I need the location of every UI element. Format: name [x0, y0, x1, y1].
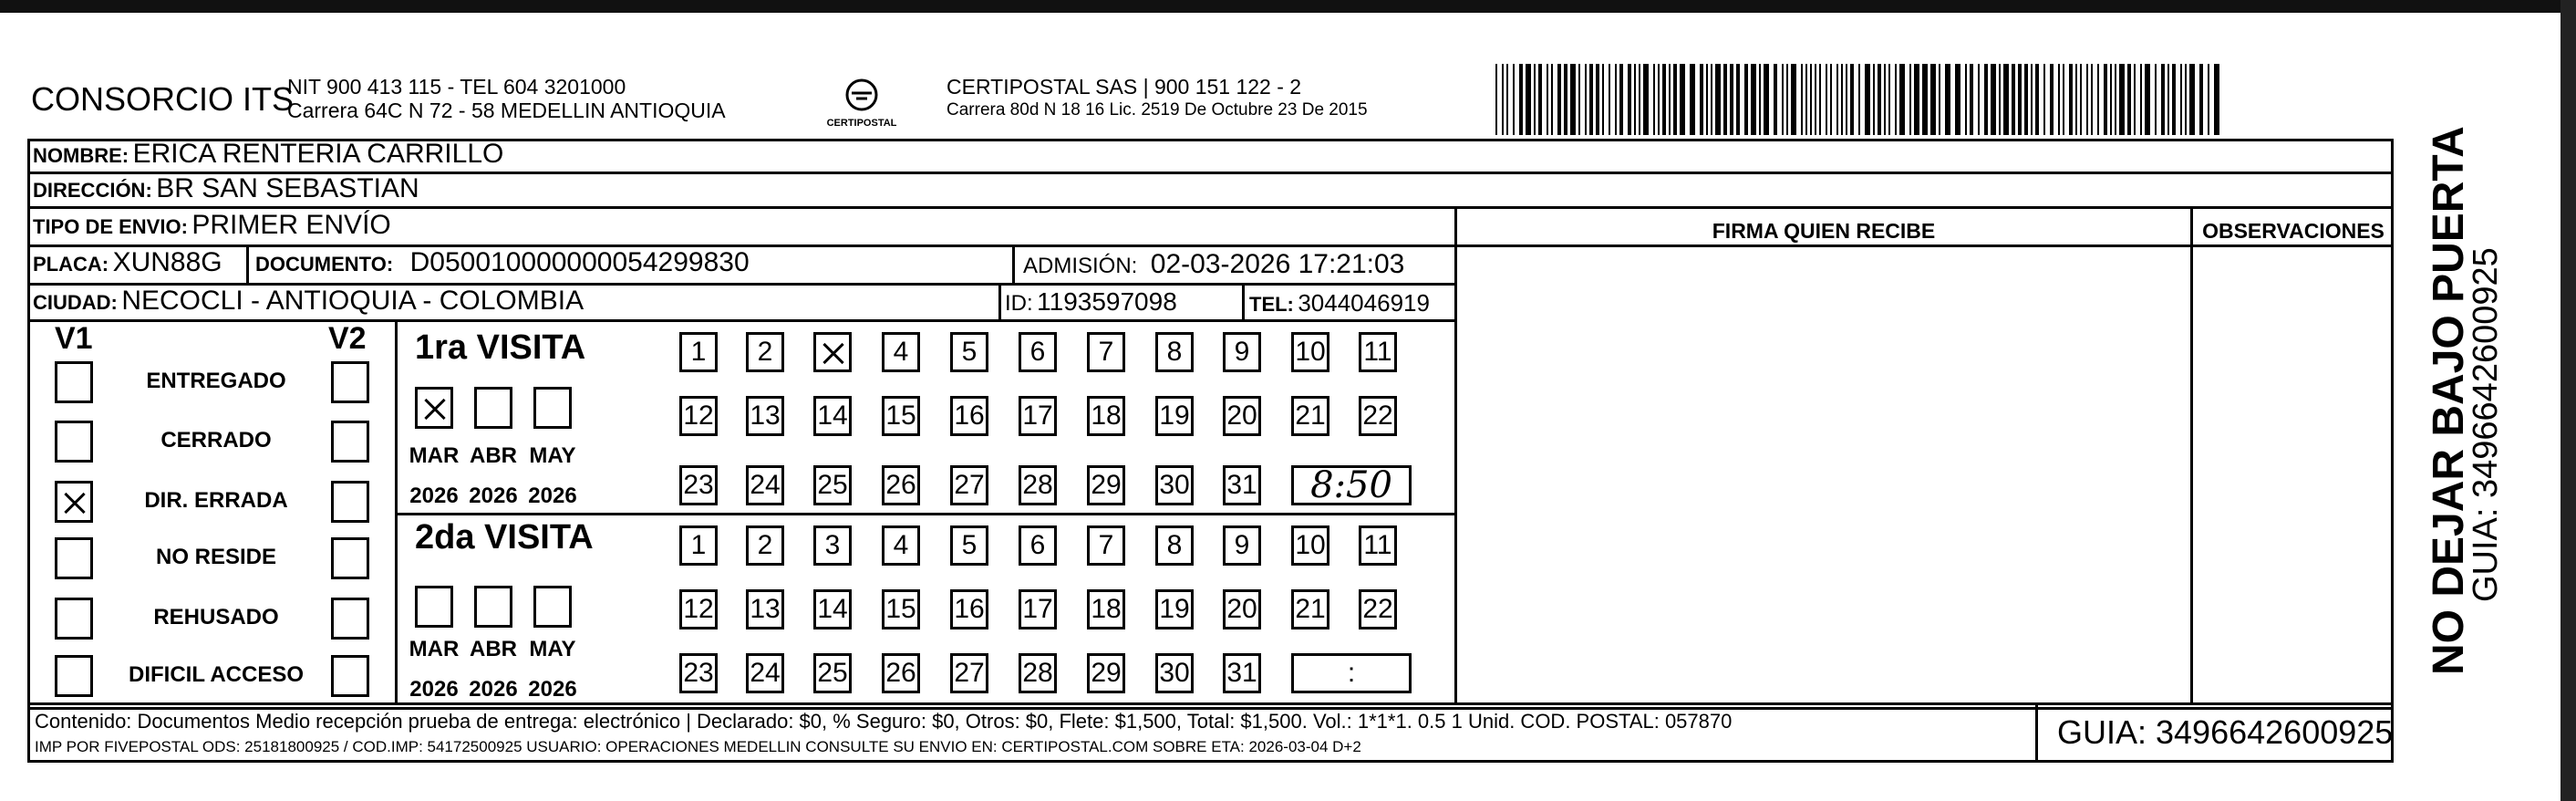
day-box[interactable]: 10 [1291, 332, 1329, 372]
barcode-bar [1673, 64, 1677, 135]
barcode-bar [2012, 64, 2015, 135]
day-box[interactable]: 11 [1359, 332, 1397, 372]
barcode-bar [2063, 64, 2064, 135]
barcode-bar [1506, 64, 1508, 135]
barcode-bar [1815, 64, 1816, 135]
barcode-bar [1662, 64, 1666, 135]
nombre-label: NOMBRE: [33, 144, 129, 167]
day-box[interactable]: 8 [1155, 332, 1194, 372]
barcode-bar [2069, 64, 2073, 135]
barcode-bar [1658, 64, 1660, 135]
certipostal-logo [812, 73, 912, 137]
day-box[interactable]: 12 [679, 396, 718, 436]
day-box[interactable]: 25 [813, 653, 852, 693]
day-box[interactable] [813, 332, 852, 372]
barcode-bar [2167, 64, 2169, 135]
barcode-bar [2031, 64, 2033, 135]
barcode-bar [1884, 64, 1886, 135]
tipo-value: PRIMER ENVÍO [191, 210, 391, 240]
day-box[interactable]: 31 [1223, 653, 1261, 693]
status-label: CERRADO [160, 428, 272, 453]
barcode-bar [2214, 64, 2219, 135]
barcode-bar [1502, 64, 1504, 135]
col-line [395, 319, 398, 702]
day-box[interactable]: 13 [746, 589, 784, 629]
tipo-row [33, 210, 391, 241]
barcode-bar [1970, 64, 1973, 135]
barcode-bar [1669, 64, 1671, 135]
barcode-bar [2185, 64, 2187, 135]
day-box[interactable]: 10 [1291, 525, 1329, 566]
col-line [1012, 244, 1015, 283]
barcode-bar [1888, 64, 1890, 135]
day-box[interactable]: 5 [950, 332, 988, 372]
observaciones-header: OBSERVACIONES [2202, 219, 2385, 243]
admision-value: 02-03-2026 17:21:03 [1150, 249, 1405, 279]
placa-value: XUN88G [112, 247, 222, 277]
day-box[interactable]: 16 [950, 589, 988, 629]
barcode-bar [2104, 64, 2107, 135]
v2-checkbox[interactable] [331, 655, 369, 697]
barcode-bar [2091, 64, 2093, 135]
month-checkbox[interactable] [415, 387, 453, 429]
day-box[interactable]: 13 [746, 396, 784, 436]
barcode-bar [1805, 64, 1807, 135]
day-box[interactable]: 20 [1223, 589, 1261, 629]
company-info [287, 75, 726, 122]
barcode-bar [2043, 64, 2045, 135]
side-warning: NO DEJAR BAJO PUERTA [2425, 126, 2473, 675]
direccion-value: BR SAN SEBASTIAN [156, 173, 419, 203]
day-box[interactable]: 15 [882, 396, 920, 436]
barcode-bar [1557, 64, 1561, 135]
barcode-bar [1909, 64, 1911, 135]
barcode-bar [1774, 64, 1777, 135]
barcode-bar [1858, 64, 1860, 135]
barcode-bar [1791, 64, 1796, 135]
barcode-bar [1715, 64, 1721, 135]
day-box[interactable]: 24 [746, 653, 784, 693]
year-label: 2026 [528, 484, 577, 508]
direccion-row [33, 173, 419, 204]
day-box[interactable]: 23 [679, 653, 718, 693]
barcode-bar [1830, 64, 1832, 135]
day-box[interactable]: 18 [1087, 589, 1125, 629]
barcode-bar [1865, 64, 1870, 135]
barcode-bar [1723, 64, 1727, 135]
second-time-box[interactable]: : [1291, 653, 1412, 693]
barcode-bar [2003, 64, 2009, 135]
documento-label: DOCUMENTO: [255, 253, 394, 276]
year-label: 2026 [409, 484, 459, 508]
barcode-bar [1850, 64, 1854, 135]
barcode-bar [1538, 64, 1542, 135]
second-visit-title: 2da VISITA [415, 518, 594, 557]
row-line [27, 206, 2394, 209]
barcode-bar [1782, 64, 1784, 135]
barcode-bar [2208, 64, 2209, 135]
day-box[interactable]: 16 [950, 396, 988, 436]
day-box[interactable]: 9 [1223, 525, 1261, 566]
day-box[interactable]: 4 [882, 525, 920, 566]
day-box[interactable]: 24 [746, 465, 784, 505]
barcode-bar [1914, 64, 1919, 135]
day-box[interactable]: 19 [1155, 589, 1194, 629]
id-value: 1193597098 [1037, 287, 1177, 316]
barcode-bar [1759, 64, 1761, 135]
day-box[interactable]: 22 [1359, 396, 1397, 436]
ciudad-value: NECOCLI - ANTIOQUIA - COLOMBIA [121, 286, 585, 316]
barcode-bar [2058, 64, 2060, 135]
day-box[interactable]: 2 [746, 332, 784, 372]
documento-cell [255, 247, 750, 278]
ciudad-cell [33, 286, 584, 317]
day-box[interactable]: 26 [882, 653, 920, 693]
day-box[interactable]: 1 [679, 525, 718, 566]
day-box[interactable]: 29 [1087, 465, 1125, 505]
day-box[interactable]: 14 [813, 589, 852, 629]
barcode-bar [1965, 64, 1967, 135]
col-line [1454, 208, 1457, 704]
barcode-bar [2134, 64, 2136, 135]
footer-line1: Contenido: Documentos Medio recepción prueba de entrega: electrónico | Declarado: $0, % Seguro: $0, Otros: $0, Flete: $1,500, Total: $1,500. Vol.: 1*1*1. 0.5 1 Unid. COD. POSTAL: 057870 [35, 710, 1733, 733]
day-box[interactable]: 29 [1087, 653, 1125, 693]
barcode-bar [1700, 64, 1703, 135]
barcode-bar [1589, 64, 1593, 135]
side-guia: GUIA: 3496642600925 [2467, 247, 2505, 602]
barcode-bar [2161, 64, 2165, 135]
day-box[interactable]: 17 [1019, 396, 1057, 436]
company-name: CONSORCIO ITS [31, 80, 295, 118]
admision-label: ADMISIÓN: [1023, 254, 1138, 278]
barcode-bar [1534, 64, 1536, 135]
barcode-bar [1764, 64, 1769, 135]
col-line [2190, 208, 2193, 704]
logo-text: CERTIPOSTAL [826, 118, 897, 129]
company-line1: NIT 900 413 115 - TEL 604 3201000 [287, 75, 626, 99]
barcode-bar [1628, 64, 1631, 135]
barcode-bar [2115, 64, 2116, 135]
barcode-bar [2172, 64, 2176, 135]
day-box[interactable]: 27 [950, 653, 988, 693]
barcode-bar [2024, 64, 2028, 135]
day-box[interactable]: 3 [813, 525, 852, 566]
barcode-bar [1564, 64, 1567, 135]
month-label: ABR [470, 443, 517, 468]
day-box[interactable]: 22 [1359, 589, 1397, 629]
barcode-bar [1819, 64, 1821, 135]
day-box[interactable]: 14 [813, 396, 852, 436]
company-line2: Carrera 64C N 72 - 58 MEDELLIN ANTIOQUIA [287, 99, 726, 122]
scan-edge-top [0, 0, 2576, 13]
admision-cell [1023, 249, 1404, 280]
col-line [998, 283, 1001, 319]
first-time-box[interactable]: 8:50 [1291, 465, 1412, 505]
barcode-bar [1711, 64, 1712, 135]
day-box[interactable]: 31 [1223, 465, 1261, 505]
barcode-bar [1519, 64, 1523, 135]
tel-cell [1249, 289, 1430, 317]
month-label: MAR [409, 443, 460, 468]
day-box[interactable]: 21 [1291, 396, 1329, 436]
barcode-bar [1547, 64, 1548, 135]
day-box[interactable]: 12 [679, 589, 718, 629]
barcode-bar [1826, 64, 1827, 135]
day-box[interactable]: 18 [1087, 396, 1125, 436]
month-label: MAR [409, 637, 460, 661]
documento-value: D050010000000054299830 [409, 247, 750, 277]
day-box[interactable]: 5 [950, 525, 988, 566]
v1-checkbox[interactable] [55, 537, 93, 579]
barcode-bar [1801, 64, 1803, 135]
barcode-bar [1570, 64, 1576, 135]
barcode-bar [1873, 64, 1875, 135]
barcode-bar [1690, 64, 1695, 135]
month-label: MAY [529, 637, 576, 661]
barcode-bar [2199, 64, 2203, 135]
day-box[interactable]: 1 [679, 332, 718, 372]
barcode-bar [1991, 64, 1996, 135]
barcode-bar [1955, 64, 1960, 135]
v2-checkbox[interactable] [331, 481, 369, 523]
year-label: 2026 [469, 484, 518, 508]
barcode-bar [1730, 64, 1733, 135]
visit-divider [395, 513, 1454, 515]
barcode-bar [2180, 64, 2182, 135]
v1-checkbox[interactable] [55, 361, 93, 403]
day-box[interactable]: 30 [1155, 653, 1194, 693]
barcode-bar [1680, 64, 1685, 135]
barcode-bar [1945, 64, 1950, 135]
status-label: DIFICIL ACCESO [128, 662, 304, 687]
barcode-bar [1786, 64, 1788, 135]
v1-label: V1 [55, 321, 93, 356]
direccion-label: DIRECCIÓN: [33, 179, 152, 202]
month-checkbox[interactable] [474, 586, 512, 628]
v2-checkbox[interactable] [331, 421, 369, 463]
v1-checkbox[interactable] [55, 655, 93, 697]
barcode-bar [1922, 64, 1928, 135]
barcode-bar [1984, 64, 1988, 135]
day-box[interactable]: 6 [1019, 525, 1057, 566]
v1-checkbox[interactable] [55, 598, 93, 640]
month-label: ABR [470, 637, 517, 661]
col-line [246, 244, 249, 283]
nombre-row [33, 139, 503, 170]
day-box[interactable]: 2 [746, 525, 784, 566]
barcode-bar [1744, 64, 1748, 135]
month-checkbox[interactable] [533, 586, 572, 628]
ciudad-label: CIUDAD: [33, 291, 118, 314]
day-box[interactable]: 7 [1087, 332, 1125, 372]
barcode-bar [2018, 64, 2022, 135]
barcode-bar [1736, 64, 1740, 135]
day-box[interactable]: 28 [1019, 465, 1057, 505]
month-checkbox[interactable] [533, 387, 572, 429]
day-box[interactable]: 8 [1155, 525, 1194, 566]
barcode-bar [2050, 64, 2054, 135]
month-checkbox[interactable] [415, 586, 453, 628]
v2-checkbox[interactable] [331, 361, 369, 403]
footer-line2: IMP POR FIVEPOSTAL ODS: 25181800925 / COD.IMP: 54172500925 USUARIO: OPERACIONES MEDELLIN CONSULTE SU ENVIO EN: CERTIPOSTAL.COM SOBRE ETA: 2026-03-04 D+2 [35, 738, 1361, 755]
month-checkbox[interactable] [474, 387, 512, 429]
barcode-bar [1602, 64, 1604, 135]
carrier-info [947, 75, 1368, 122]
footer-guia: GUIA: 3496642600925 [2057, 713, 2394, 751]
status-label: DIR. ERRADA [144, 488, 288, 513]
day-box[interactable]: 7 [1087, 525, 1125, 566]
status-label: REHUSADO [153, 605, 279, 629]
barcode-bar [1899, 64, 1905, 135]
v2-checkbox[interactable] [331, 598, 369, 640]
day-box[interactable]: 27 [950, 465, 988, 505]
day-box[interactable]: 20 [1223, 396, 1261, 436]
barcode-bar [2080, 64, 2082, 135]
id-cell [1005, 287, 1177, 317]
day-box[interactable]: 15 [882, 589, 920, 629]
first-visit-title: 1ra VISITA [415, 328, 586, 367]
barcode-bar [1585, 64, 1587, 135]
barcode-bar [1526, 64, 1531, 135]
day-box[interactable]: 17 [1019, 589, 1057, 629]
barcode-bar [2145, 64, 2150, 135]
v1-checkbox[interactable] [55, 481, 93, 523]
barcode-bar [1836, 64, 1838, 135]
barcode-bar [2189, 64, 2195, 135]
month-label: MAY [529, 443, 576, 468]
row-line [27, 319, 1457, 322]
tel-label: TEL: [1249, 293, 1294, 316]
barcode-bar [1653, 64, 1655, 135]
tel-value: 3044046919 [1298, 289, 1430, 317]
barcode-bar [2086, 64, 2088, 135]
barcode-bar [1706, 64, 1708, 135]
day-box[interactable]: 11 [1359, 525, 1397, 566]
day-box[interactable]: 19 [1155, 396, 1194, 436]
day-box[interactable]: 30 [1155, 465, 1194, 505]
firma-header: FIRMA QUIEN RECIBE [1712, 219, 1936, 243]
barcode-bar [1495, 64, 1497, 135]
day-box[interactable]: 4 [882, 332, 920, 372]
barcode-bar [1878, 64, 1881, 135]
scan-edge-right [2560, 0, 2576, 801]
barcode-bar [1615, 64, 1617, 135]
barcode-bar [2140, 64, 2142, 135]
barcode-bar [1513, 64, 1515, 135]
barcode-bar [1978, 64, 1980, 135]
barcode-bar [1930, 64, 1936, 135]
nombre-value: ERICA RENTERIA CARRILLO [132, 139, 504, 169]
placa-label: PLACA: [33, 253, 109, 276]
col-line [1242, 283, 1245, 319]
barcode-bar [2075, 64, 2077, 135]
year-label: 2026 [469, 677, 518, 702]
barcode-bar [2035, 64, 2039, 135]
barcode-bar [1634, 64, 1636, 135]
barcode-bar [1639, 64, 1640, 135]
barcode-bar [1895, 64, 1897, 135]
tipo-label: TIPO DE ENVIO: [33, 215, 188, 238]
barcode-bar [1551, 64, 1553, 135]
day-box[interactable]: 6 [1019, 332, 1057, 372]
barcode-bar [1999, 64, 2001, 135]
barcode-bar [1810, 64, 1812, 135]
barcode-bar [1596, 64, 1599, 135]
barcode-bar [2155, 64, 2157, 135]
barcode-bar [2110, 64, 2112, 135]
barcode-bar [1841, 64, 1843, 135]
day-box[interactable]: 25 [813, 465, 852, 505]
carrier-line1: CERTIPOSTAL SAS | 900 151 122 - 2 [947, 75, 1302, 99]
barcode-bar [1609, 64, 1610, 135]
day-box[interactable]: 21 [1291, 589, 1329, 629]
day-box[interactable]: 26 [882, 465, 920, 505]
status-label: ENTREGADO [146, 369, 286, 393]
day-box[interactable]: 28 [1019, 653, 1057, 693]
day-box[interactable]: 9 [1223, 332, 1261, 372]
day-box[interactable]: 23 [679, 465, 718, 505]
barcode-bar [1751, 64, 1756, 135]
barcode-bar [1939, 64, 1940, 135]
id-label: ID: [1005, 291, 1033, 316]
barcode-bar [2097, 64, 2099, 135]
placa-cell [33, 247, 222, 278]
barcode-bar [1846, 64, 1847, 135]
year-label: 2026 [528, 677, 577, 702]
barcode-bar [1643, 64, 1649, 135]
v2-label: V2 [328, 321, 367, 356]
v2-checkbox[interactable] [331, 537, 369, 579]
year-label: 2026 [409, 677, 459, 702]
barcode-bar [1619, 64, 1623, 135]
barcode-bar [2119, 64, 2125, 135]
barcode-bar [1578, 64, 1580, 135]
status-label: NO RESIDE [155, 545, 277, 569]
barcode [1495, 64, 2225, 135]
barcode-bar [2127, 64, 2131, 135]
carrier-line2: Carrera 80d N 18 16 Lic. 2519 De Octubre 23 De 2015 [947, 100, 1368, 120]
v1-checkbox[interactable] [55, 421, 93, 463]
